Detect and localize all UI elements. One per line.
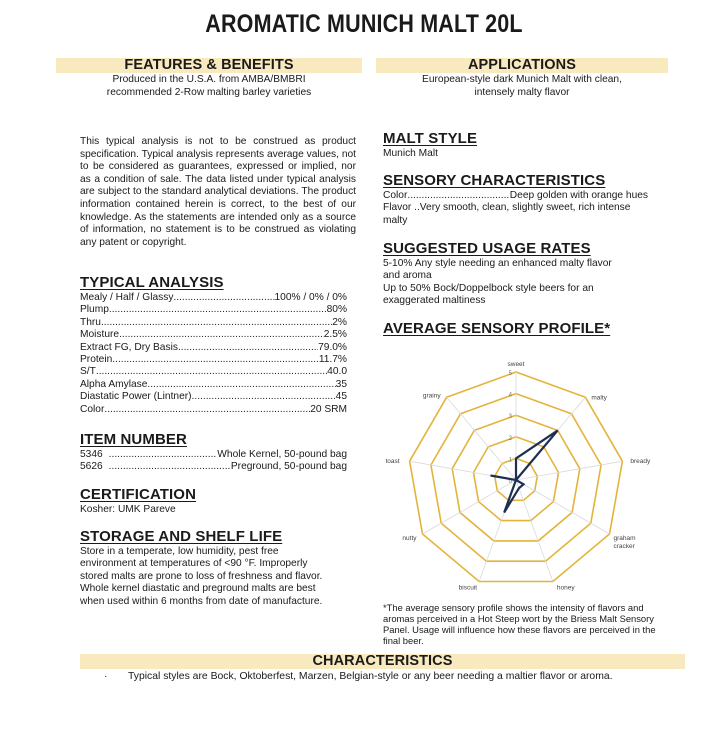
applications-text — [376, 74, 668, 99]
characteristics-item — [104, 671, 684, 682]
usage-line: exaggerated maltiness — [383, 295, 486, 307]
item-number-heading: ITEM NUMBER — [80, 431, 187, 448]
analysis-label: Color — [80, 403, 105, 415]
radar-axis-label: cracker — [613, 543, 635, 550]
storage-heading: STORAGE AND SHELF LIFE — [80, 528, 283, 545]
radar-axis-line — [447, 397, 516, 480]
analysis-label: Moisture — [80, 329, 120, 341]
radar-axis-label: grainy — [422, 392, 441, 400]
analysis-label: Extract FG, Dry Basis — [80, 341, 178, 353]
sensory-radar-chart — [383, 356, 673, 596]
analysis-label: Thru — [80, 316, 101, 328]
disclaimer-paragraph: This typical analysis is not to be construed as product specification. Typical analysis represents average values, not to be considered as guarantees, expressed or implied, nor as a condition of sale. The data listed under typical analysis are subject to the standard analytical deviations. The product information contained herein is correct, to the best of our knowledge. As the statements are intended only as a source of information, no statement is to be construed as violating any patent or copyright. — [80, 136, 356, 248]
certification-text: Kosher: UMK Pareve — [80, 504, 176, 515]
features-text — [56, 74, 362, 99]
analysis-row — [80, 342, 347, 354]
analysis-row — [80, 329, 347, 341]
features-heading: FEATURES & BENEFITS — [56, 58, 362, 73]
storage-line: environment at temperatures of <90 °F. Improperly — [80, 558, 308, 570]
applications-line: intensely malty flavor — [474, 86, 570, 98]
footnote-line: final beer. — [383, 635, 424, 646]
usage-heading: SUGGESTED USAGE RATES — [383, 240, 591, 257]
radar-axis-line — [423, 480, 517, 534]
applications-line: European-style dark Munich Malt with clean, — [422, 74, 622, 85]
analysis-row — [80, 391, 347, 403]
item-row — [80, 449, 347, 461]
storage-line: when used within 6 months from date of manufacture. — [80, 595, 323, 607]
usage-line: Up to 50% Bock/Doppelbock style beers for an — [383, 282, 594, 294]
analysis-row — [80, 366, 347, 378]
features-line: recommended 2-Row malting barley varieties — [106, 86, 312, 98]
usage-line: and aroma — [383, 270, 432, 282]
malt-style-heading: MALT STYLE — [383, 130, 478, 147]
analysis-row — [80, 292, 347, 304]
radar-tick-label: 2 — [508, 435, 512, 442]
radar-axis-label: malty — [591, 394, 607, 402]
sensory-color-label: Color — [383, 190, 408, 201]
analysis-row — [80, 379, 347, 391]
radar-tick-label: 3 — [508, 414, 512, 421]
analysis-value: 80% — [326, 304, 347, 316]
radar-tick-label: 4 — [508, 392, 512, 399]
certification-heading: CERTIFICATION — [80, 486, 197, 503]
item-code: 5626 — [80, 461, 103, 473]
features-line: Produced in the U.S.A. from AMBA/BMBRI — [112, 74, 306, 85]
analysis-value: 11.7% — [318, 354, 347, 366]
analysis-row — [80, 317, 347, 329]
analysis-label: Alpha Amylase — [80, 378, 148, 390]
malt-style-text: Munich Malt — [383, 148, 438, 159]
bullet-icon: · — [104, 671, 108, 682]
analysis-label: Mealy / Half / Glassy — [80, 292, 174, 303]
sensory-color-value: Deep golden with orange hues — [509, 190, 648, 201]
analysis-value: 100% / 0% / 0% — [274, 292, 347, 303]
sensory-flavor-line: Flavor ..Very smooth, clean, slightly sweet, rich intense — [383, 202, 631, 214]
radar-axis-label: sweet — [507, 361, 525, 368]
analysis-value: 2.5% — [323, 329, 347, 341]
item-description: Preground, 50-pound bag — [230, 461, 347, 473]
radar-axis-label: toast — [385, 458, 400, 466]
radar-tick-label: 0 — [508, 479, 512, 485]
sensory-text — [383, 190, 648, 227]
usage-line: 5-10% Any style needing an enhanced malty flavor — [383, 258, 612, 269]
storage-line: stored malts are prone to loss of freshness and flavor. — [80, 570, 323, 582]
analysis-value: 45 — [335, 391, 347, 403]
analysis-label: Protein — [80, 354, 113, 366]
typical-analysis-list — [80, 292, 347, 416]
item-code: 5346 — [80, 449, 103, 460]
analysis-value: 40.0 — [327, 366, 347, 378]
analysis-row — [80, 354, 347, 366]
radar-axis-label: graham — [613, 535, 636, 542]
item-description: Whole Kernel, 50-pound bag — [217, 449, 347, 460]
storage-line: Whole kernel diastatic and preground malts are best — [80, 583, 316, 595]
sensory-heading: SENSORY CHARACTERISTICS — [383, 172, 606, 189]
analysis-row — [80, 404, 347, 416]
applications-heading: APPLICATIONS — [376, 58, 668, 73]
radar-axis-line — [516, 461, 622, 480]
radar-axis-label: biscuit — [458, 584, 478, 592]
characteristics-heading: CHARACTERISTICS — [80, 654, 685, 669]
storage-line: Store in a temperate, low humidity, pest free — [80, 546, 279, 557]
analysis-value: 79.0% — [318, 341, 347, 353]
item-number-list — [80, 449, 347, 474]
footnote-line: aromas perceived in a Hot Steep wort by the Briess Malt Sensory — [383, 613, 654, 624]
usage-text — [383, 258, 653, 308]
radar-tick-label: 5 — [508, 371, 512, 377]
analysis-value: 20 SRM — [310, 403, 347, 415]
footnote-line: Panel. Usage will influence how these flavors are perceived in the — [383, 624, 656, 635]
analysis-label: S/T — [80, 366, 96, 378]
characteristics-text: Typical styles are Bock, Oktoberfest, Marzen, Belgian-style or any beer needing a maltier flavor or aroma. — [128, 671, 613, 682]
storage-text — [80, 546, 360, 608]
analysis-label: Diastatic Power (Lintner) — [80, 391, 192, 403]
sensory-color-row — [383, 190, 648, 202]
sensory-flavor-line: malty — [383, 214, 408, 226]
analysis-value: 2% — [332, 316, 347, 328]
radar-axis-label: nutty — [402, 535, 417, 542]
radar-axis-line — [516, 480, 553, 582]
radar-axis-line — [516, 480, 610, 534]
item-row — [80, 461, 347, 473]
radar-axis-label: bready — [630, 458, 651, 466]
typical-analysis-heading: TYPICAL ANALYSIS — [80, 274, 224, 291]
analysis-label: Plump — [80, 304, 109, 316]
page-title: AROMATIC MUNICH MALT 20L — [205, 10, 523, 38]
radar-axis-label: honey — [556, 584, 575, 592]
footnote-line: *The average sensory profile shows the intensity of flavors and — [383, 602, 644, 613]
profile-footnote — [383, 602, 673, 646]
analysis-value: 35 — [335, 378, 347, 390]
analysis-row — [80, 304, 347, 316]
radar-tick-label: 1 — [508, 457, 512, 464]
profile-heading: AVERAGE SENSORY PROFILE* — [383, 320, 611, 337]
